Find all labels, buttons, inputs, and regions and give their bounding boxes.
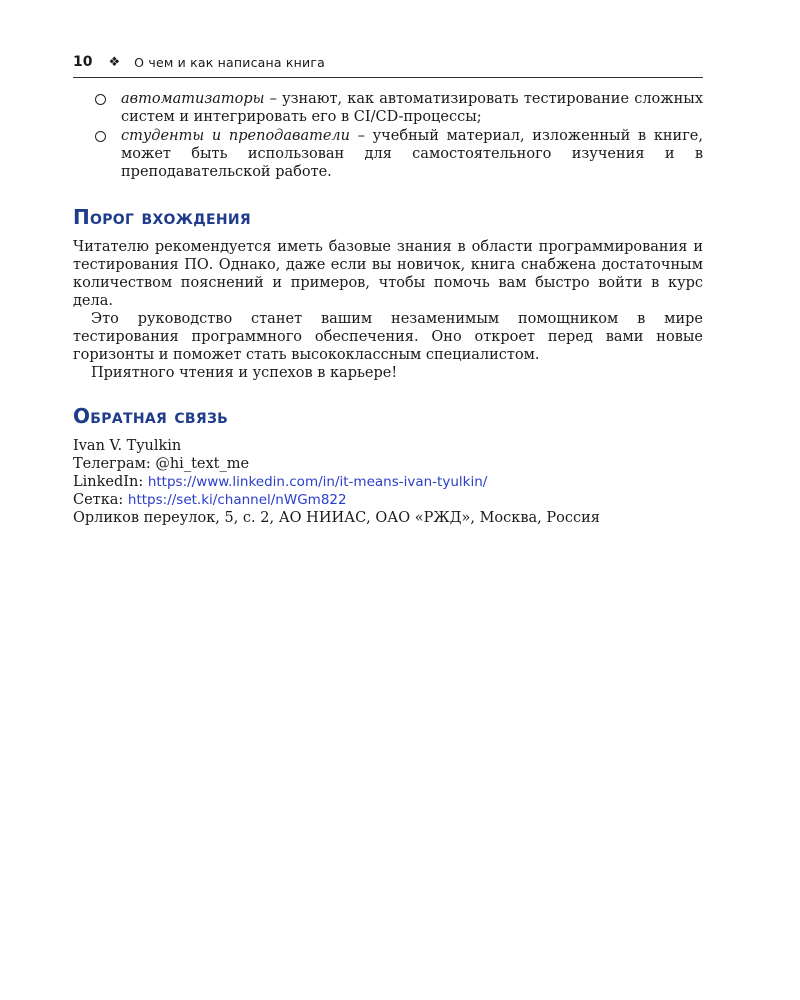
section-heading-feedback: Обратная связь bbox=[73, 404, 229, 428]
circle-bullet-icon bbox=[95, 94, 106, 105]
linkedin-label: LinkedIn: bbox=[73, 474, 148, 490]
author-name: Ivan V. Tyulkin bbox=[73, 438, 182, 454]
circle-bullet-icon bbox=[95, 131, 106, 142]
list-item bbox=[73, 127, 703, 181]
telegram-label: Телеграм: bbox=[73, 456, 156, 472]
list-item-term: студенты и преподаватели bbox=[121, 128, 350, 144]
address-line: Орликов переулок, 5, с. 2, АО НИИАС, ОАО «РЖД», Москва, Россия bbox=[73, 510, 600, 526]
audience-list bbox=[73, 90, 703, 181]
paragraph: Приятного чтения и успехов в карьере! bbox=[91, 365, 398, 381]
linkedin-link[interactable]: https://www.linkedin.com/in/it-means-ivan-tyulkin/ bbox=[147, 474, 488, 490]
list-item-text: – учебный материал, изложенный в книге, может быть использован для самостоятельного изучения и в преподавательской работе. bbox=[121, 128, 703, 180]
contact-block bbox=[73, 437, 703, 527]
list-item-term: автоматизаторы bbox=[121, 91, 265, 107]
linkedin-line bbox=[73, 473, 703, 491]
setka-line bbox=[73, 491, 703, 509]
setka-label: Сетка: bbox=[73, 492, 128, 508]
four-diamond-dingbat-icon: ❖ bbox=[108, 54, 121, 70]
running-title: О чем и как написана книга bbox=[134, 54, 326, 70]
running-header bbox=[73, 50, 703, 78]
setka-link[interactable]: https://set.ki/channel/nWGm822 bbox=[127, 492, 347, 508]
list-item bbox=[73, 90, 703, 126]
paragraph: Читателю рекомендуется иметь базовые знания в области программирования и тестирования ПО. Однако, даже если вы новичок, книга снабжена достаточным количеством пояснений и примеров, чтобы помочь вам быстро войти в курс дела. bbox=[73, 239, 703, 309]
telegram-handle: @hi_text_me bbox=[155, 456, 250, 472]
paragraph: Это руководство станет вашим незаменимым помощником в мире тестирования программного обеспечения. Оно откроет перед вами новые горизонты и поможет стать высококлассным специалистом. bbox=[73, 311, 703, 363]
book-page bbox=[73, 50, 703, 527]
section-heading-threshold: Порог вхождения bbox=[73, 205, 251, 229]
page-number: 10 bbox=[73, 54, 93, 70]
list-item-text: – узнают, как автоматизировать тестирование сложных систем и интегрировать его в CI/CD-процессы; bbox=[121, 91, 703, 125]
telegram-line bbox=[73, 455, 703, 473]
